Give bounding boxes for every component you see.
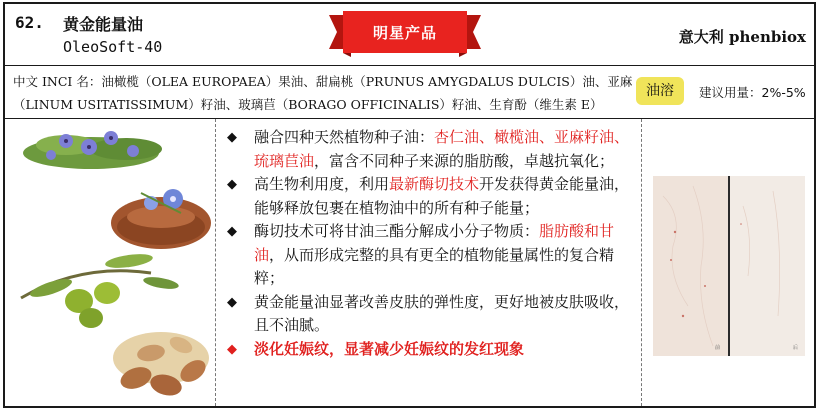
bullet-text: 开发获得黄金能量油，能够释放包裹在植物油中的所有种子能量； bbox=[254, 175, 630, 217]
product-number: 62. bbox=[15, 13, 44, 32]
before-caption: 前 bbox=[715, 345, 721, 351]
bullet-text: 融合四种天然植物种子油： bbox=[254, 128, 435, 146]
diamond-bullet-icon: ◆ bbox=[227, 130, 237, 145]
inci-line-1: 中文 INCI 名：油橄榄（OLEA EUROPAEA）果油、甜扁桃（PRUNUS AMYGDALUS DULCIS）油、亚麻 bbox=[13, 74, 633, 89]
solubility-badge: 油溶 bbox=[636, 77, 684, 105]
column-divider bbox=[215, 119, 216, 406]
skin-comparison-image bbox=[653, 176, 805, 356]
column-divider bbox=[641, 119, 642, 406]
diamond-bullet-icon: ◆ bbox=[227, 177, 237, 192]
diamond-bullet-icon: ◆ bbox=[227, 341, 237, 357]
bullet-text: 酶切技术可将甘油三酯分解成小分子物质： bbox=[254, 222, 540, 240]
list-item bbox=[227, 291, 637, 338]
inci-text bbox=[13, 70, 633, 116]
list-item bbox=[227, 173, 637, 220]
bullet-text: 高生物利用度，利用 bbox=[254, 175, 390, 193]
bullet-text: 黄金能量油显著改善皮肤的弹性度，更好地被皮肤吸收，且不油腻。 bbox=[254, 292, 630, 334]
product-card bbox=[3, 2, 816, 408]
after-caption: 后 bbox=[793, 345, 799, 351]
product-name-en: OleoSoft-40 bbox=[63, 38, 163, 56]
olive-image bbox=[21, 252, 180, 328]
inci-line-2: （LINUM USITATISSIMUM）籽油、玻璃苣（BORAGO OFFICINALIS）籽油、生育酚（维生素 E） bbox=[13, 97, 603, 112]
benefit-list bbox=[227, 126, 637, 361]
list-item bbox=[227, 338, 637, 362]
flaxseed-image bbox=[111, 189, 211, 249]
diamond-bullet-icon: ◆ bbox=[227, 224, 237, 239]
bullet-text: ，富含不同种子来源的脂肪酸，卓越抗氧化； bbox=[314, 151, 615, 170]
bullet-highlight: 最新酶切技术 bbox=[389, 175, 480, 193]
almond-image bbox=[113, 332, 210, 399]
inci-section bbox=[5, 66, 814, 119]
ribbon-label: 明星产品 bbox=[372, 24, 437, 42]
list-item bbox=[227, 220, 637, 291]
list-item bbox=[227, 126, 637, 173]
supplier-name: 意大利 phenbiox bbox=[678, 28, 806, 46]
product-body bbox=[5, 119, 814, 406]
bullet-highlight: 杏仁油、橄榄油、亚麻籽油、琉璃苣油 bbox=[254, 128, 630, 170]
product-header bbox=[5, 4, 814, 66]
bullet-highlight: 脂肪酸和甘油 bbox=[254, 222, 615, 264]
borage-flower-image bbox=[23, 131, 162, 169]
diamond-bullet-icon: ◆ bbox=[227, 294, 237, 310]
ingredient-photos bbox=[11, 123, 211, 403]
bullet-text: ，从而形成完整的具有更全的植物能量属性的复合精粹； bbox=[254, 245, 615, 287]
dosage-text: 建议用量：2%-5% bbox=[699, 85, 806, 100]
bullet-highlight: 淡化妊娠纹，显著减少妊娠纹的发红现象 bbox=[254, 339, 525, 358]
product-name-cn: 黄金能量油 bbox=[63, 15, 144, 34]
